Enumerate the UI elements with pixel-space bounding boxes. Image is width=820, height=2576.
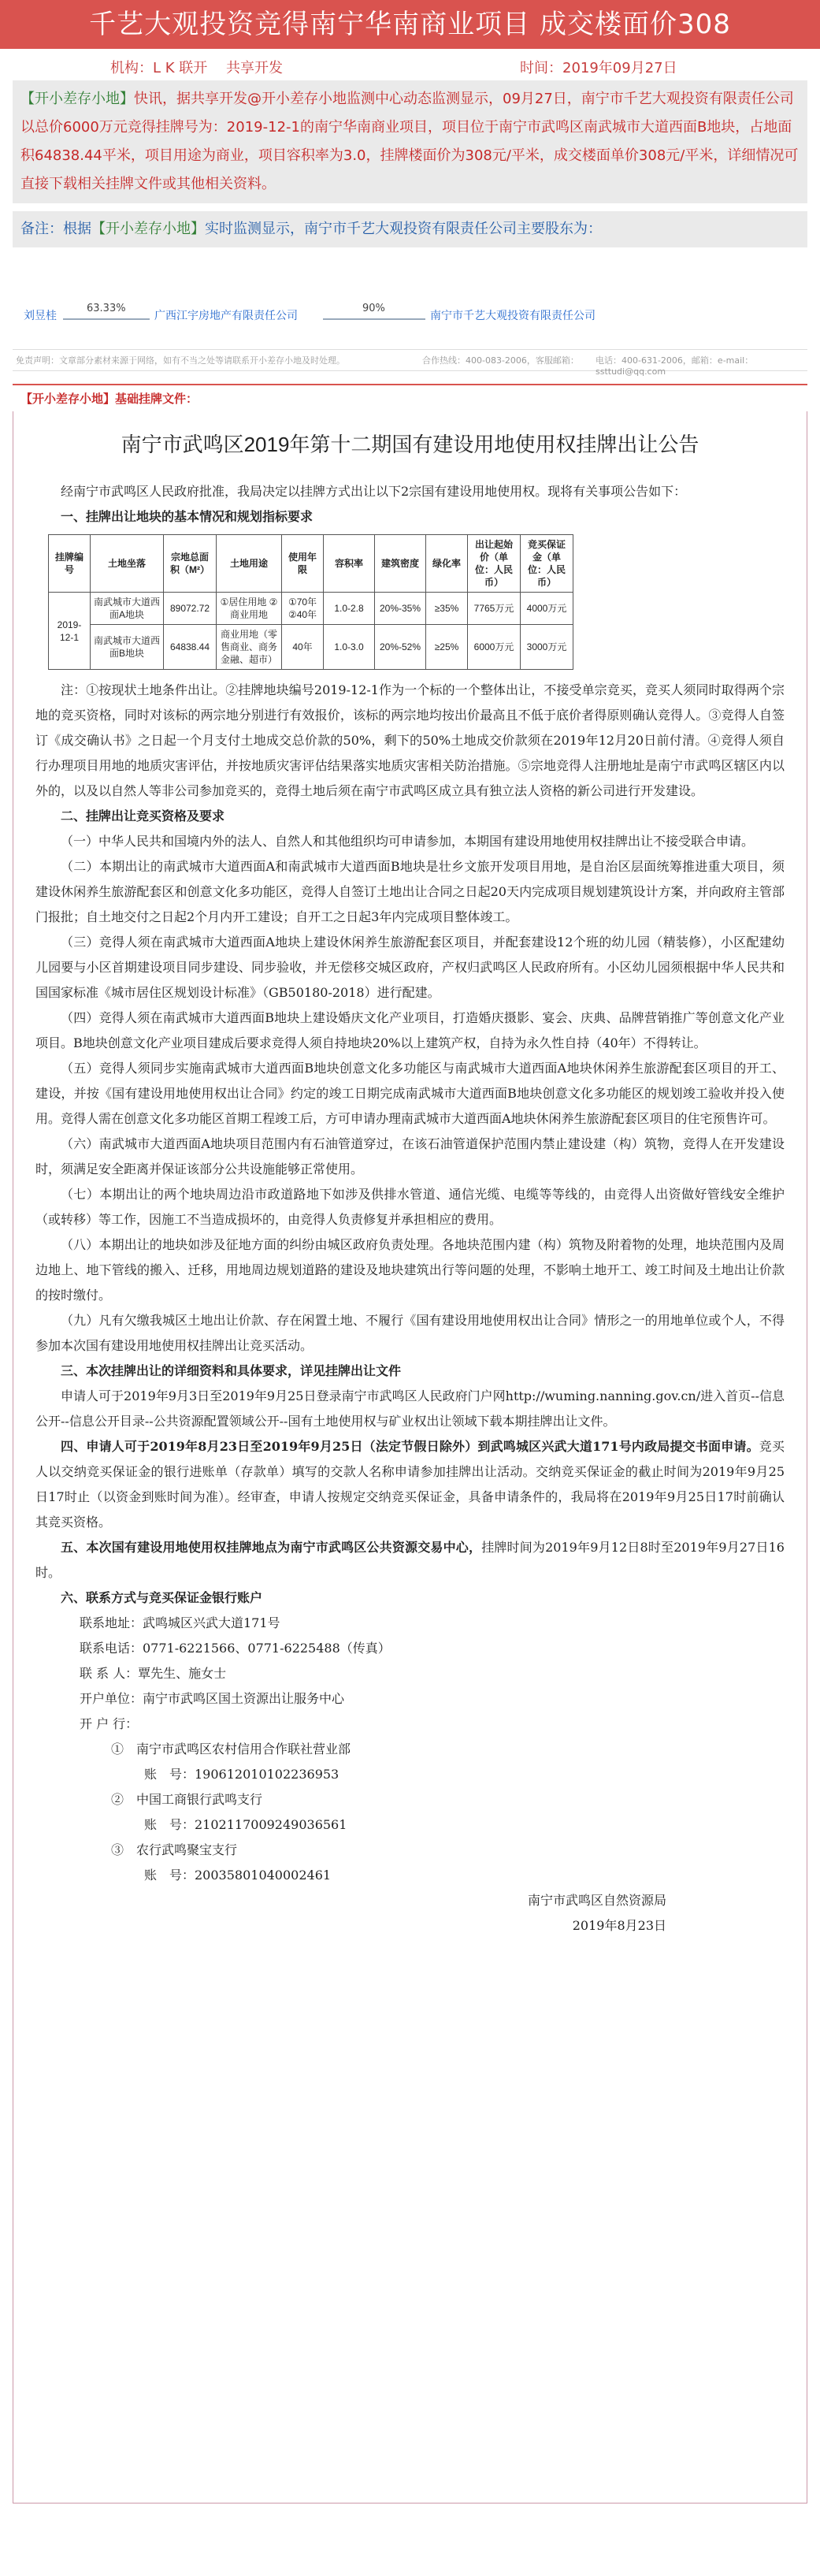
basic-file-label: 【开小差存小地】基础挂牌文件： — [13, 384, 807, 411]
table-row — [49, 625, 573, 670]
th-density: 建筑密度 — [375, 535, 426, 593]
cell: 南武城市大道西面A地块 — [91, 593, 164, 625]
section-1-heading: 一、挂牌出让地块的基本情况和规划指标要求 — [61, 509, 314, 524]
shareholder-company-1[interactable]: 广西江宇房地产有限责任公司 — [154, 310, 298, 322]
page-title: 千艺大观投资竞得南宁华南商业项目 成交楼面价308 — [89, 9, 731, 40]
th-start-price: 出让起始价（单位：人民币） — [468, 535, 521, 593]
shareholder-person[interactable]: 刘昱桂 — [24, 310, 57, 322]
section-5-text: 挂牌时间为2019年9月12日8时至2019年9月27日16时。 — [35, 1540, 785, 1580]
th-green: 绿化率 — [426, 535, 468, 593]
hotline-text: 合作热线：400-083-2006，客服邮箱： — [422, 355, 579, 366]
cell: 40年 — [282, 625, 324, 670]
cell: 3000万元 — [521, 625, 573, 670]
table-row — [49, 593, 573, 625]
cell: 6000万元 — [468, 625, 521, 670]
signature-org: 南宁市武鸣区自然资源局 — [527, 1893, 666, 1908]
bank-entry — [35, 1787, 785, 1838]
cell: 商业用地（零售商业、商务金融、超市） — [217, 625, 282, 670]
shareholder-company-2[interactable]: 南宁市千艺大观投资有限责任公司 — [430, 310, 596, 322]
account-name: 开户单位：南宁市武鸣区国土资源出让服务中心 — [80, 1691, 345, 1706]
cell: 4000万元 — [521, 593, 573, 625]
ownership-line-2 — [323, 318, 425, 320]
note-pre: 备注：根据 — [20, 221, 91, 237]
signature-date: 2019年8月23日 — [572, 1918, 666, 1933]
section-4-heading: 四、申请人可于2019年8月23日至2019年9月25日（法定节假日除外）到武鸣城区兴武大道171号内政局提交书面申请。 — [61, 1439, 759, 1454]
table-header-row — [49, 535, 573, 593]
intro-block — [13, 80, 807, 203]
section-2-item: （一）中华人民共和国境内外的法人、自然人和其他组织均可申请参加，本期国有建设用地使用权挂牌出让不接受联合申请。 — [61, 834, 755, 849]
cell: 7765万元 — [468, 593, 521, 625]
section-4 — [35, 1434, 785, 1535]
table-note: 注：①按现状土地条件出让。②挂牌地块编号2019-12-1作为一个标的一个整体出让，不接受单宗竞买，竞买人须同时取得两个宗地的竞买资格，同时对该标的两宗地分别进行有效报价，该标的两宗地均按出价最高且不低于底价者得原则确认竞得人。③竞得人自签订《成交确认书》之日起一个月支付土地成交总价款的50%，剩下的50%土地成交价款须在2019年12月20日前付清。④竞得人须自行办理项目用地的地质灾害评估，并按地质灾害评估结果落实地质灾害相关防治措施。⑤宗地竞得人注册地址是南宁市武鸣区辖区内以外的，以及以自然人等非公司参加竞买的，竞得土地后须在南宁市武鸣区成立具有独立法人资格的新公司进行开发建设。 — [35, 682, 785, 798]
disclaimer-text: 免责声明：文章部分素材来源于网络，如有不当之处等请联系开小差存小地及时处理。 — [16, 355, 345, 366]
cell: 89072.72 — [164, 593, 217, 625]
doc-intro: 经南宁市武鸣区人民政府批准，我局决定以挂牌方式出让以下2宗国有建设用地使用权。现将有关事项公告如下： — [61, 484, 687, 499]
section-6-heading: 六、联系方式与竞买保证金银行账户 — [61, 1590, 263, 1605]
th-deposit: 竞买保证金（单位：人民币） — [521, 535, 573, 593]
cell: ①居住用地 ②商业用地 — [217, 593, 282, 625]
cell: 64838.44 — [164, 625, 217, 670]
bank-account: 账 号：2102117009249036561 — [144, 1817, 347, 1832]
section-5-heading: 五、本次国有建设用地使用权挂牌地点为南宁市武鸣区公共资源交易中心， — [61, 1540, 482, 1555]
section-2-item: （三）竞得人须在南武城市大道西面A地块上建设休闲养生旅游配套区项目，并配套建设12个班的幼儿园（精装修），小区配建幼儿园要与小区首期建设项目同步建设、同步验收，并无偿移交城区政府，产权归武鸣区人民政府所有。小区幼儿园须根据中华人民共和国国家标准《城市居住区规划设计标准》（GB50180-2018）进行配建。 — [35, 935, 785, 1000]
ownership-line-1 — [63, 318, 150, 320]
section-2-heading: 二、挂牌出让竞买资格及要求 — [61, 808, 225, 823]
bank-entry — [35, 1737, 785, 1787]
section-2-item: （六）南武城市大道西面A地块项目范围内有石油管道穿过，在该石油管道保护范围内禁止建设建（构）筑物，竞得人在开发建设时，须满足安全距离并保证该部分公共设施能够正常使用。 — [35, 1136, 785, 1176]
intro-tag: 【开小差存小地】 — [20, 91, 134, 107]
ownership-diagram — [0, 255, 820, 346]
note-tag: 【开小差存小地】 — [91, 221, 205, 237]
section-2-item: （八）本期出让的地块如涉及征地方面的纠纷由城区政府负责处理。各地块范围内建（构）筑物及附着物的处理，地块范围内及周边地上、地下管线的搬入、迁移，用地周边规划道路的建设及地块建筑出行等问题的处理，不影响土地开工、竣工时间及土地出让价款的按时缴付。 — [35, 1237, 785, 1303]
section-2-item: （七）本期出让的两个地块周边沿市政道路地下如涉及供排水管道、通信光缆、电缆等等线的，由竞得人出资做好管线安全维护（或转移）等工作，因施工不当造成损坏的，由竞得人负责修复并承担相应的费用。 — [35, 1187, 785, 1227]
section-5 — [35, 1535, 785, 1585]
bank-account: 账 号：190612010102236953 — [144, 1767, 340, 1782]
contact-phone: 联系电话：0771-6221566、0771-6225488（传真） — [80, 1641, 391, 1656]
cell: 南武城市大道西面B地块 — [91, 625, 164, 670]
section-2-item: （九）凡有欠缴我城区土地出让价款、存在闲置土地、不履行《国有建设用地使用权出让合同》情形之一的用地单位或个人，不得参加本次国有建设用地使用权挂牌出让竞买活动。 — [35, 1313, 785, 1353]
th-area: 宗地总面积（M²） — [164, 535, 217, 593]
section-4-text: 竞买人以交纳竞买保证金的银行进账单（存款单）填写的交款人名称申请参加挂牌出让活动。交纳竞买保证金的截止时间为2019年9月25日17时止（以资金到账时间为准）。经审查，申请人按规定交纳竞买保证金，具备申请条件的，我局将在2019年9月25日17时前确认其竞买资格。 — [35, 1439, 785, 1530]
intro-text: 快讯，据共享开发@开小差存小地监测中心动态监测显示，09月27日，南宁市千艺大观投资有限责任公司以总价6000万元竞得挂牌号为：2019-12-1的南宁华南商业项目，项目位于南宁市武鸣区南武城市大道西面B地块，占地面积64838.44平米，项目用途为商业，项目容积率为3.0，挂牌楼面价为308元/平米，成交楼面单价308元/平米，详细情况可直接下载相关挂牌文件或其他相关资料。 — [20, 91, 799, 192]
note-block — [13, 211, 807, 247]
header-banner — [0, 0, 820, 49]
th-far: 容积率 — [324, 535, 375, 593]
ownership-pct-1: 63.33% — [87, 303, 126, 314]
cell: 20%-52% — [375, 625, 426, 670]
note-post: 实时监测显示，南宁市千艺大观投资有限责任公司主要股东为： — [205, 221, 602, 237]
bank-name: ③ 农行武鸣聚宝支行 — [111, 1842, 238, 1857]
cell-lot-no: 2019-12-1 — [49, 593, 91, 670]
th-term: 使用年限 — [282, 535, 324, 593]
bank-name: ② 中国工商银行武鸣支行 — [111, 1792, 263, 1807]
bank-entry — [35, 1838, 785, 1888]
cell: ≥35% — [426, 593, 468, 625]
th-location: 土地坐落 — [91, 535, 164, 593]
section-3-heading: 三、本次挂牌出让的详细资料和具体要求，详见挂牌出让文件 — [61, 1363, 402, 1378]
contact-address: 联系地址：武鸣城区兴武大道171号 — [80, 1615, 280, 1630]
th-lot-no: 挂牌编号 — [49, 535, 91, 593]
meta-line — [0, 49, 820, 80]
section-3-text: 申请人可于2019年9月3日至2019年9月25日登录南宁市武鸣区人民政府门户网http://wuming.nanning.gov.cn/进入首页--信息公开--信息公开目录--公共资源配置领域公开--国有土地使用权与矿业权出让领域下载本期挂牌出让文件。 — [35, 1388, 785, 1429]
cell: 20%-35% — [375, 593, 426, 625]
time-line: 时间：2019年09月27日 — [520, 60, 677, 76]
section-2-item: （四）竞得人须在南武城市大道西面B地块上建设婚庆文化产业项目，打造婚庆摄影、宴会、庆典、品牌营销推广等创意文化产业项目。B地块创意文化产业项目建成后要求竞得人须自持地块20%以上建筑产权，自持为永久性自持（40年）不得转让。 — [35, 1010, 785, 1050]
footer-disclaimer — [13, 349, 807, 377]
contact-text: 电话：400-631-2006，邮箱：e-mail：ssttudi@qq.com — [596, 355, 754, 377]
contact-person: 联 系 人：覃先生、施女士 — [80, 1666, 227, 1681]
land-table — [48, 534, 573, 670]
cell: 1.0-3.0 — [324, 625, 375, 670]
org-line: 机构：L K 联开 共享开发 — [110, 60, 283, 76]
document-title: 南宁市武鸣区2019年第十二期国有建设用地使用权挂牌出让公告 — [121, 433, 699, 456]
bank-label: 开 户 行： — [80, 1716, 139, 1731]
th-usage: 土地用途 — [217, 535, 282, 593]
announcement-document — [13, 411, 807, 2504]
ownership-pct-2: 90% — [362, 303, 385, 314]
cell: ≥25% — [426, 625, 468, 670]
section-2-item: （五）竞得人须同步实施南武城市大道西面B地块创意文化多功能区与南武城市大道西面A地块休闲养生旅游配套区项目的开工、建设，并按《国有建设用地使用权出让合同》约定的竣工日期完成南武城市大道西面B地块创意文化多功能区的规划竣工验收并投入使用。竞得人需在创意文化多功能区首期工程竣工后，方可申请办理南武城市大道西面A地块休闲养生旅游配套区项目的住宅预售许可。 — [35, 1061, 785, 1126]
bank-account: 账 号：20035801040002461 — [144, 1868, 332, 1883]
cell: ①70年 ②40年 — [282, 593, 324, 625]
cell: 1.0-2.8 — [324, 593, 375, 625]
bank-name: ① 南宁市武鸣区农村信用合作联社营业部 — [111, 1741, 351, 1756]
section-2-item: （二）本期出让的南武城市大道西面A和南武城市大道西面B地块是壮乡文旅开发项目用地，是自治区层面统筹推进重大项目，须建设休闲养生旅游配套区和创意文化多功能区，竞得人自签订土地出让合同之日起20天内完成项目规划建筑设计方案，并向政府主管部门报批；自土地交付之日起2个月内开工建设；自开工之日起3年内完成项目整体竣工。 — [35, 859, 785, 924]
